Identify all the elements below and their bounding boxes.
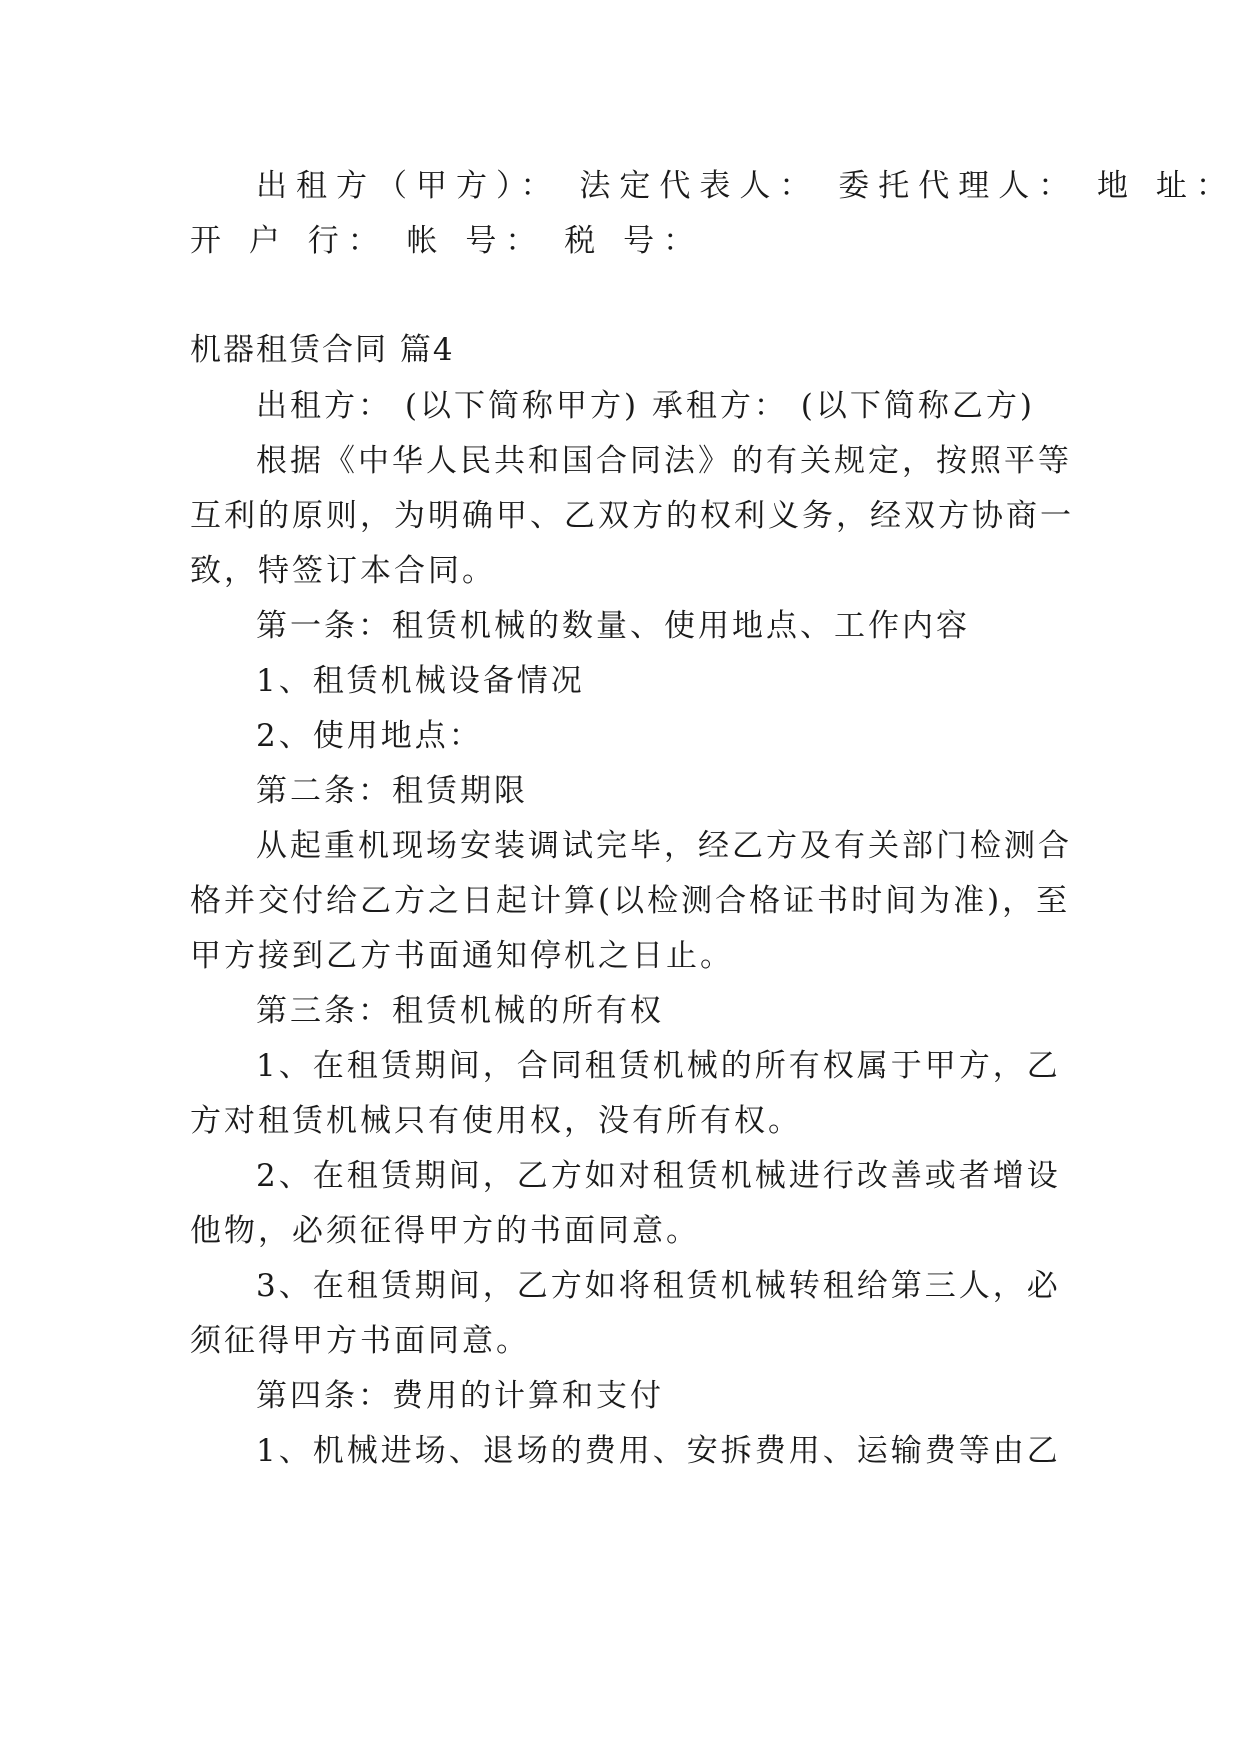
clause-line: 1、在租赁期间，合同租赁机械的所有权属于甲方，乙 — [256, 1048, 1061, 1084]
article-heading: 第二条：租赁期限 — [256, 773, 528, 809]
bank-info-line: 开 户 行： 帐 号： 税 号： — [190, 223, 704, 259]
article-heading: 第三条：租赁机械的所有权 — [256, 993, 664, 1029]
clause-line: 2、使用地点： — [256, 718, 483, 754]
article-heading: 第一条：租赁机械的数量、使用地点、工作内容 — [256, 608, 970, 644]
parties-line: 出租方： (以下简称甲方) 承租方： (以下简称乙方) — [256, 388, 1035, 424]
clause-line: 须征得甲方书面同意。 — [190, 1323, 530, 1359]
clause-line: 2、在租赁期间，乙方如对租赁机械进行改善或者增设 — [256, 1158, 1061, 1194]
paragraph-line: 甲方接到乙方书面通知停机之日止。 — [190, 938, 734, 974]
article-heading: 第四条：费用的计算和支付 — [256, 1378, 664, 1414]
paragraph-line: 致，特签订本合同。 — [190, 553, 496, 589]
clause-line: 方对租赁机械只有使用权，没有所有权。 — [190, 1103, 802, 1139]
lessor-info-line: 出租方（甲方）： 法定代表人： 委托代理人： 地 址： — [256, 168, 1236, 204]
paragraph-line: 根据《中华人民共和国合同法》的有关规定，按照平等 — [256, 443, 1072, 479]
clause-line: 1、租赁机械设备情况 — [256, 663, 585, 699]
paragraph-line: 格并交付给乙方之日起计算(以检测合格证书时间为准)，至 — [190, 883, 1071, 919]
paragraph-line: 互利的原则，为明确甲、乙双方的权利义务，经双方协商一 — [190, 498, 1074, 534]
section-title: 机器租赁合同 篇4 — [190, 332, 455, 368]
clause-line: 1、机械进场、退场的费用、安拆费用、运输费等由乙 — [256, 1433, 1061, 1469]
clause-line: 3、在租赁期间，乙方如将租赁机械转租给第三人，必 — [256, 1268, 1061, 1304]
paragraph-line: 从起重机现场安装调试完毕，经乙方及有关部门检测合 — [256, 828, 1072, 864]
clause-line: 他物，必须征得甲方的书面同意。 — [190, 1213, 700, 1249]
